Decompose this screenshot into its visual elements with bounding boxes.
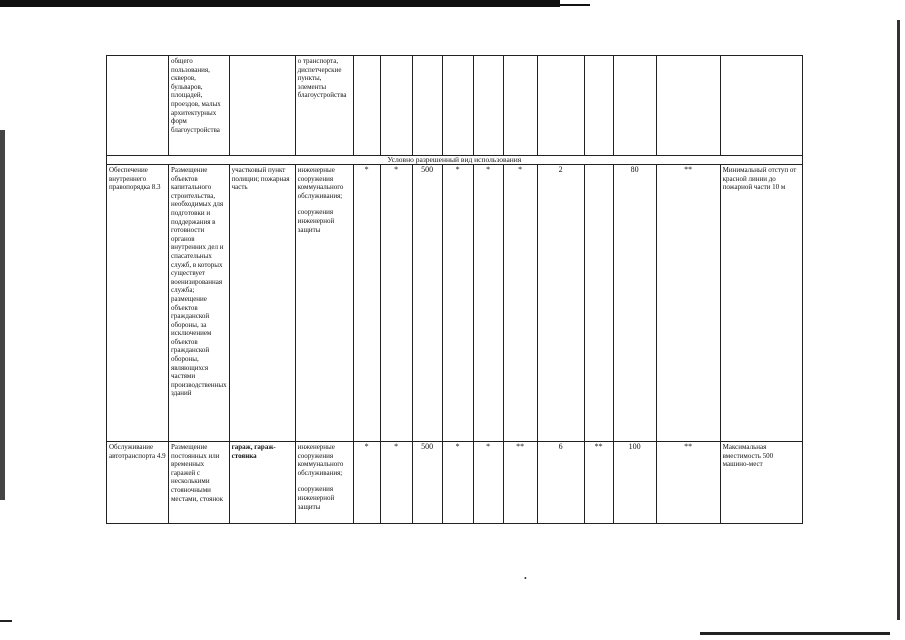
cell-value: 6 <box>537 442 584 524</box>
cell-name: Обеспечение внутреннего правопорядка 8.3 <box>107 165 169 442</box>
cell-value: ** <box>503 442 537 524</box>
scan-mark-bottom-left <box>0 620 12 622</box>
table-row <box>107 442 803 524</box>
cell-empty <box>584 56 613 156</box>
cell-value: * <box>442 165 473 442</box>
scan-speck: • <box>524 574 527 583</box>
cell-empty <box>380 56 412 156</box>
cell-empty <box>656 56 720 156</box>
table-row <box>107 165 803 442</box>
cell-value: * <box>473 442 503 524</box>
cell-description: общего пользования, скверов, бульваров, площадей, проездов, малых архитектурных форм благоустройства <box>169 56 230 156</box>
scan-edge-top-thin <box>560 4 590 6</box>
cell-value: * <box>380 442 412 524</box>
cell-empty <box>503 56 537 156</box>
cell-note: Максимальная вместимость 500 машино-мест <box>720 442 802 524</box>
aux-objects-1: инженерные сооружения коммунального обслуживания; <box>297 166 344 200</box>
cell-value: * <box>473 165 503 442</box>
cell-description: Размещение постоянных или временных гаражей с несколькими стояночными местами, стоянок <box>169 442 230 524</box>
cell-value: 2 <box>537 165 584 442</box>
cell-empty <box>412 56 442 156</box>
land-use-table <box>106 55 803 524</box>
cell-name <box>107 56 169 156</box>
scan-edge-bottom <box>700 632 890 635</box>
scan-edge-left <box>0 130 5 500</box>
cell-objects <box>295 442 353 524</box>
section-title: Условно разрешенный вид использования <box>107 156 803 165</box>
cell-empty <box>720 56 802 156</box>
cell-value: ** <box>584 442 613 524</box>
cell-note: Минимальный отступ от красной линии до пожарной части 10 м <box>720 165 802 442</box>
cell-empty <box>613 56 656 156</box>
cell-value: * <box>442 442 473 524</box>
cell-value: ** <box>656 165 720 442</box>
cell-permitted <box>229 56 295 156</box>
scan-edge-top <box>0 0 560 7</box>
cell-value <box>584 165 613 442</box>
cell-empty <box>473 56 503 156</box>
cell-value: ** <box>656 442 720 524</box>
cell-empty <box>442 56 473 156</box>
cell-value: * <box>353 442 380 524</box>
cell-value: 500 <box>412 165 442 442</box>
cell-value: * <box>353 165 380 442</box>
cell-permitted: гараж, гараж-стоянка <box>229 442 295 524</box>
scan-edge-right <box>897 20 900 620</box>
aux-objects-2: сооружения инженерной защиты <box>297 208 335 234</box>
cell-value: 100 <box>613 442 656 524</box>
cell-objects <box>295 165 353 442</box>
cell-value: 500 <box>412 442 442 524</box>
section-header-row <box>107 156 803 165</box>
cell-empty <box>353 56 380 156</box>
cell-objects: о транспорта, диспетчерские пункты, элементы благоустройства <box>295 56 353 156</box>
aux-objects-1: инженерные сооружения коммунального обслуживания; <box>297 443 344 477</box>
cell-value: * <box>380 165 412 442</box>
cell-description: Размещение объектов капитального строительства, необходимых для подготовки и поддержания в готовности органов внутренних дел и спасательных служб, в которых существует военизированная служба; размещение объектов гражданской обороны, за исключением объектов гражданской обороны, являющихся частями производственных зданий <box>169 165 230 442</box>
cell-permitted: участковый пункт полиции; пожарная часть <box>229 165 295 442</box>
cell-value: 80 <box>613 165 656 442</box>
table-row-continuation <box>107 56 803 156</box>
cell-name: Обслуживание автотранспорта 4.9 <box>107 442 169 524</box>
cell-value: * <box>503 165 537 442</box>
cell-empty <box>537 56 584 156</box>
aux-objects-2: сооружения инженерной защиты <box>297 485 335 511</box>
